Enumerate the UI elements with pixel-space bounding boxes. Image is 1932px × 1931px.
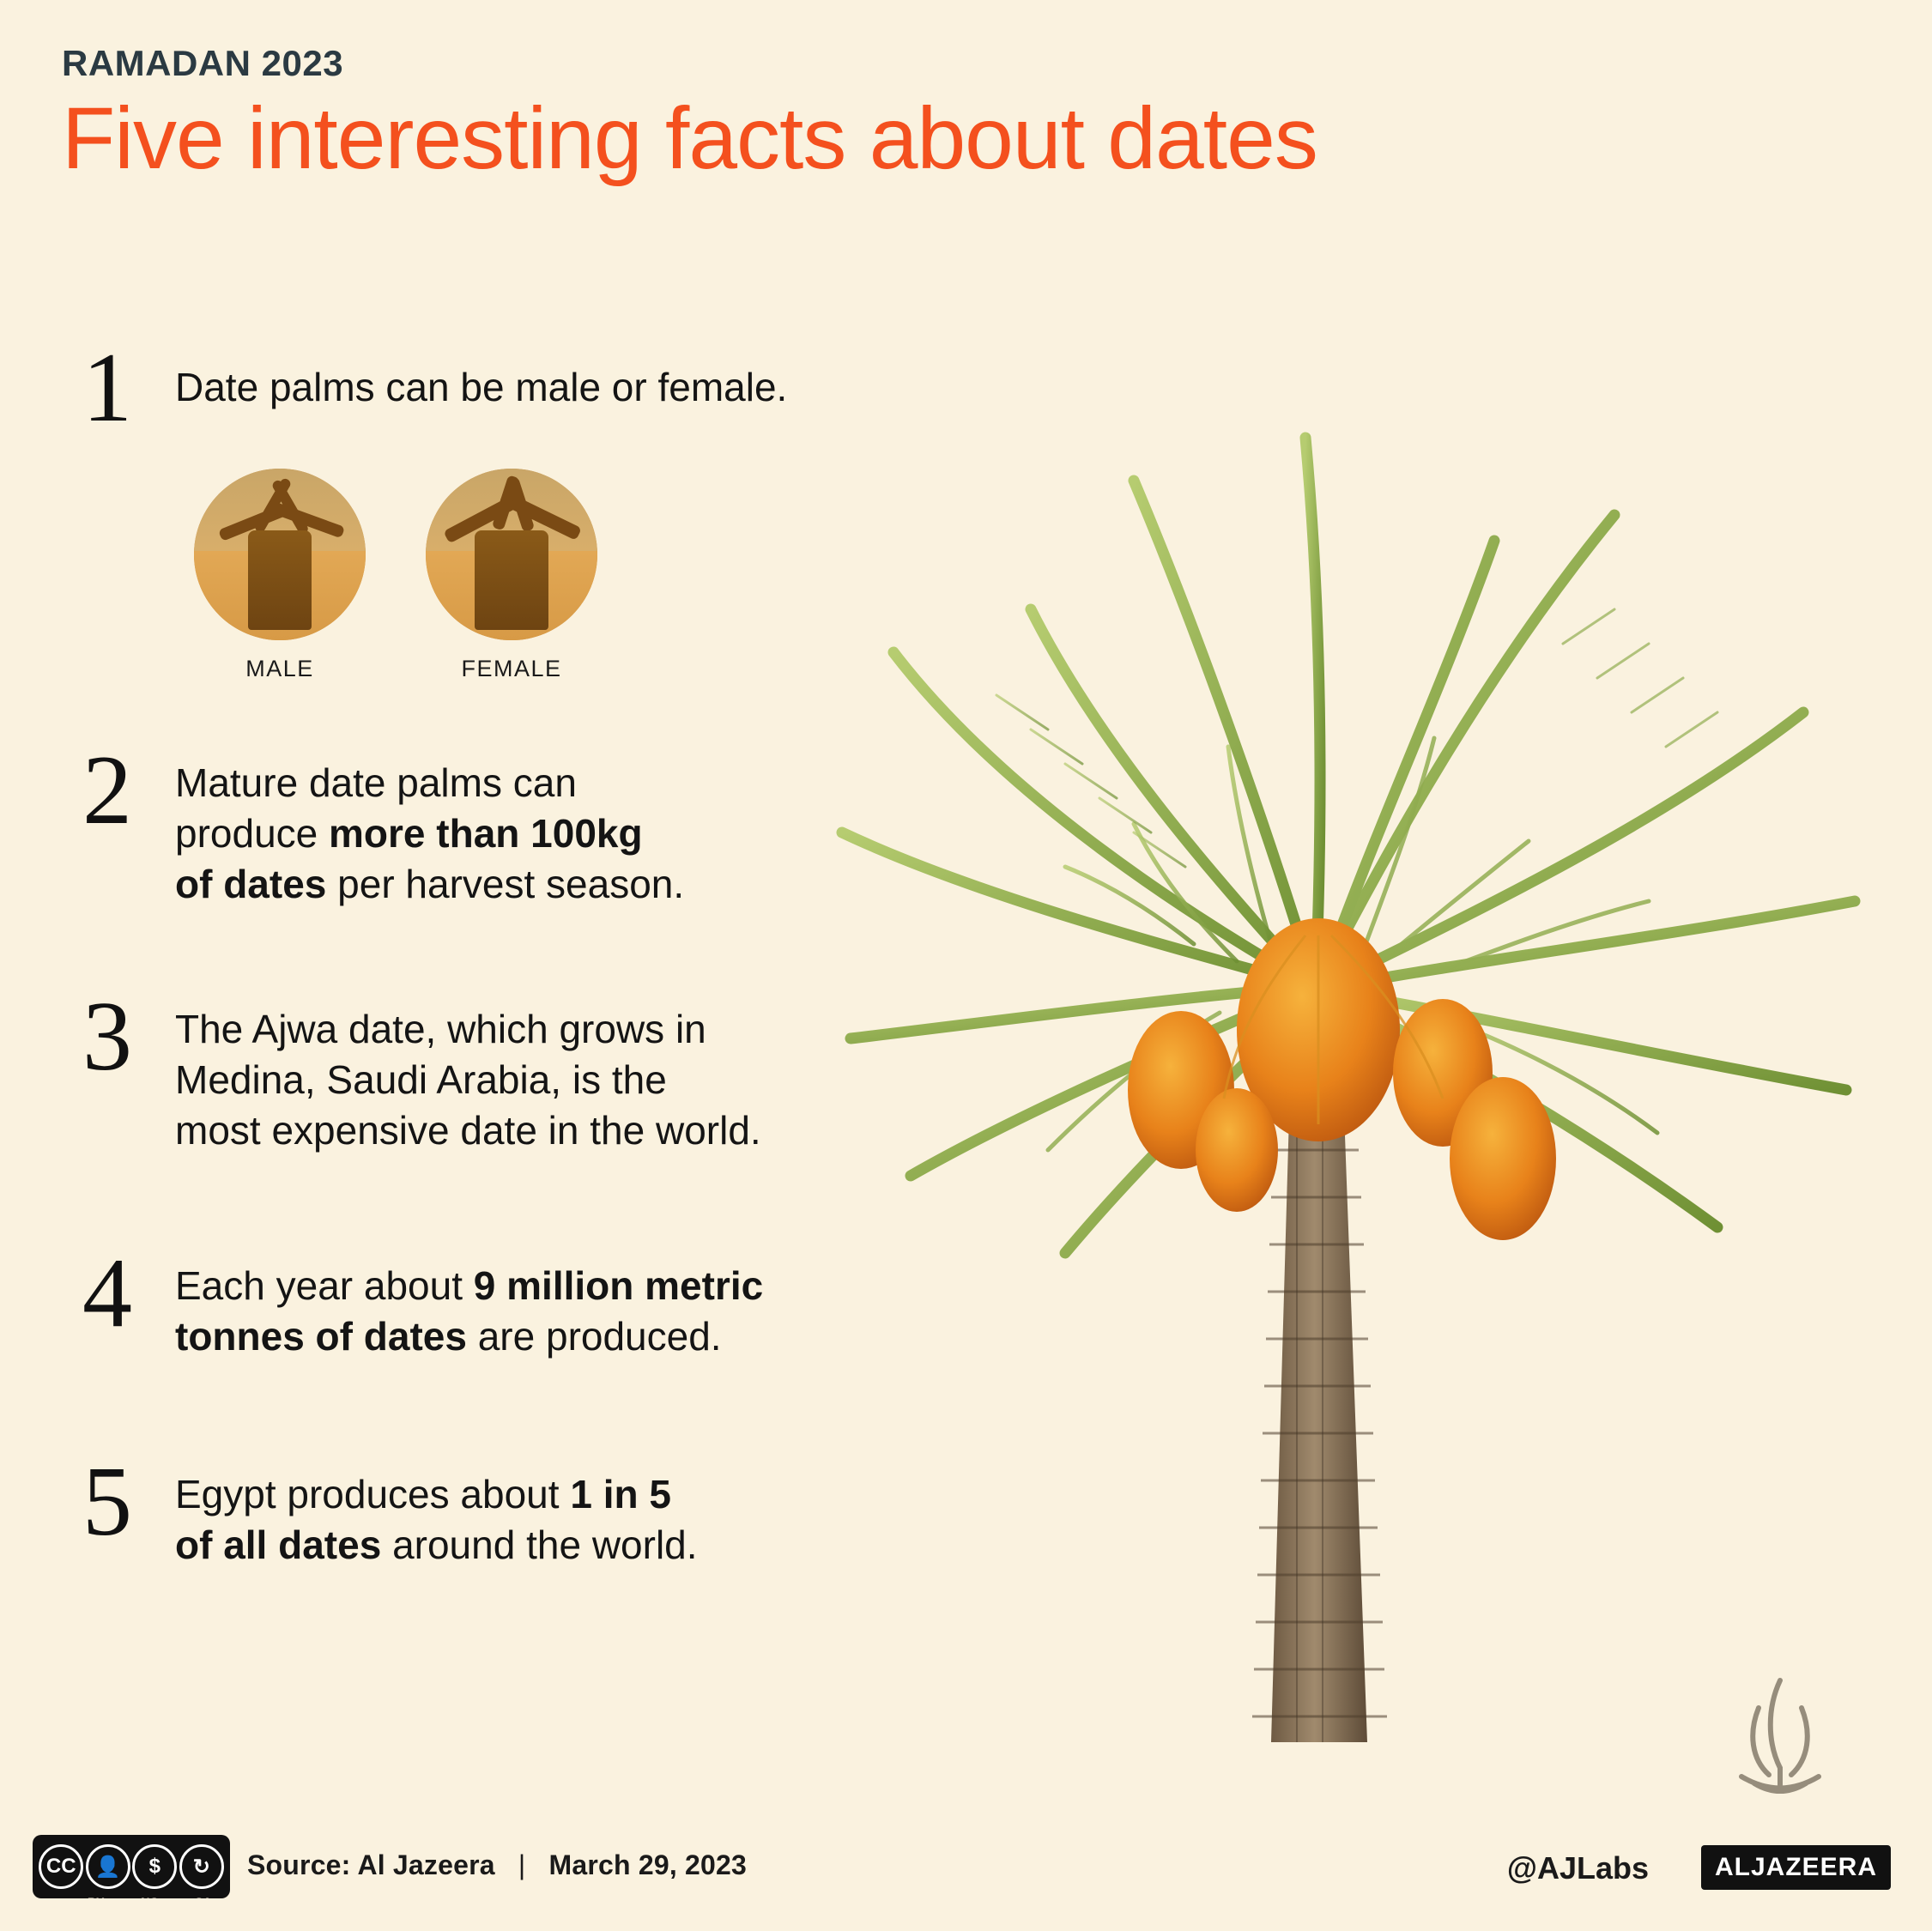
page-title: Five interesting facts about dates	[62, 89, 1317, 187]
fact-text-3: The Ajwa date, which grows in Medina, Saudi Arabia, is the most expensive date in the world.	[175, 1007, 761, 1153]
cc-term-by: BY	[88, 1895, 105, 1909]
fact-text-5: Egypt produces about 1 in 5 of all dates around the world.	[175, 1472, 698, 1568]
fact-item-1	[82, 333, 1061, 443]
aljazeera-wordmark: ALJAZEERA	[1701, 1845, 1891, 1890]
facts-list	[82, 333, 1061, 1571]
gender-label-male: MALE	[245, 656, 314, 682]
palm-trunk	[1252, 996, 1387, 1742]
cc-term-nc: NC	[141, 1895, 159, 1909]
aljazeera-calligraphy-logo	[1707, 1674, 1853, 1802]
fact-item-4	[82, 1238, 1061, 1362]
male-palm-photo	[194, 469, 366, 640]
source-label: Source: Al Jazeera	[247, 1849, 495, 1880]
footer	[0, 1802, 1932, 1931]
fact-text-1: Date palms can be male or female.	[175, 365, 788, 409]
fact-item-2	[82, 735, 1061, 910]
date-fruit-clusters	[1128, 918, 1556, 1240]
source-separator: |	[518, 1849, 526, 1880]
gender-item-female	[426, 469, 597, 682]
cc-term-sa: SA	[195, 1895, 212, 1909]
gender-comparison	[194, 469, 1061, 682]
fact-number-2: 2	[82, 735, 132, 846]
fact-text-4: Each year about 9 million metric tonnes of dates are produced.	[175, 1262, 764, 1359]
cc-by-icon: 👤	[86, 1844, 130, 1889]
kicker-label: RAMADAN 2023	[62, 43, 344, 83]
source-line	[247, 1849, 747, 1881]
gender-label-female: FEMALE	[461, 656, 562, 682]
creative-commons-badge	[33, 1835, 230, 1898]
female-palm-photo	[426, 469, 597, 640]
fact-number-3: 3	[82, 982, 132, 1093]
cc-nc-icon: $	[132, 1844, 177, 1889]
cc-sa-icon: ↻	[179, 1844, 224, 1889]
fact-number-5: 5	[82, 1447, 132, 1558]
fact-number-4: 4	[82, 1238, 132, 1348]
aj-labs-handle: @AJLabs	[1506, 1850, 1649, 1886]
fact-number-1: 1	[82, 333, 132, 443]
gender-item-male	[194, 469, 366, 682]
fact-item-5	[82, 1447, 1061, 1571]
cc-icon: CC	[39, 1844, 83, 1889]
fact-text-2: Mature date palms can produce more than 100kg of dates per harvest season.	[175, 760, 685, 907]
header	[62, 43, 1521, 185]
fact-item-3	[82, 982, 1061, 1156]
publish-date: March 29, 2023	[548, 1849, 747, 1880]
